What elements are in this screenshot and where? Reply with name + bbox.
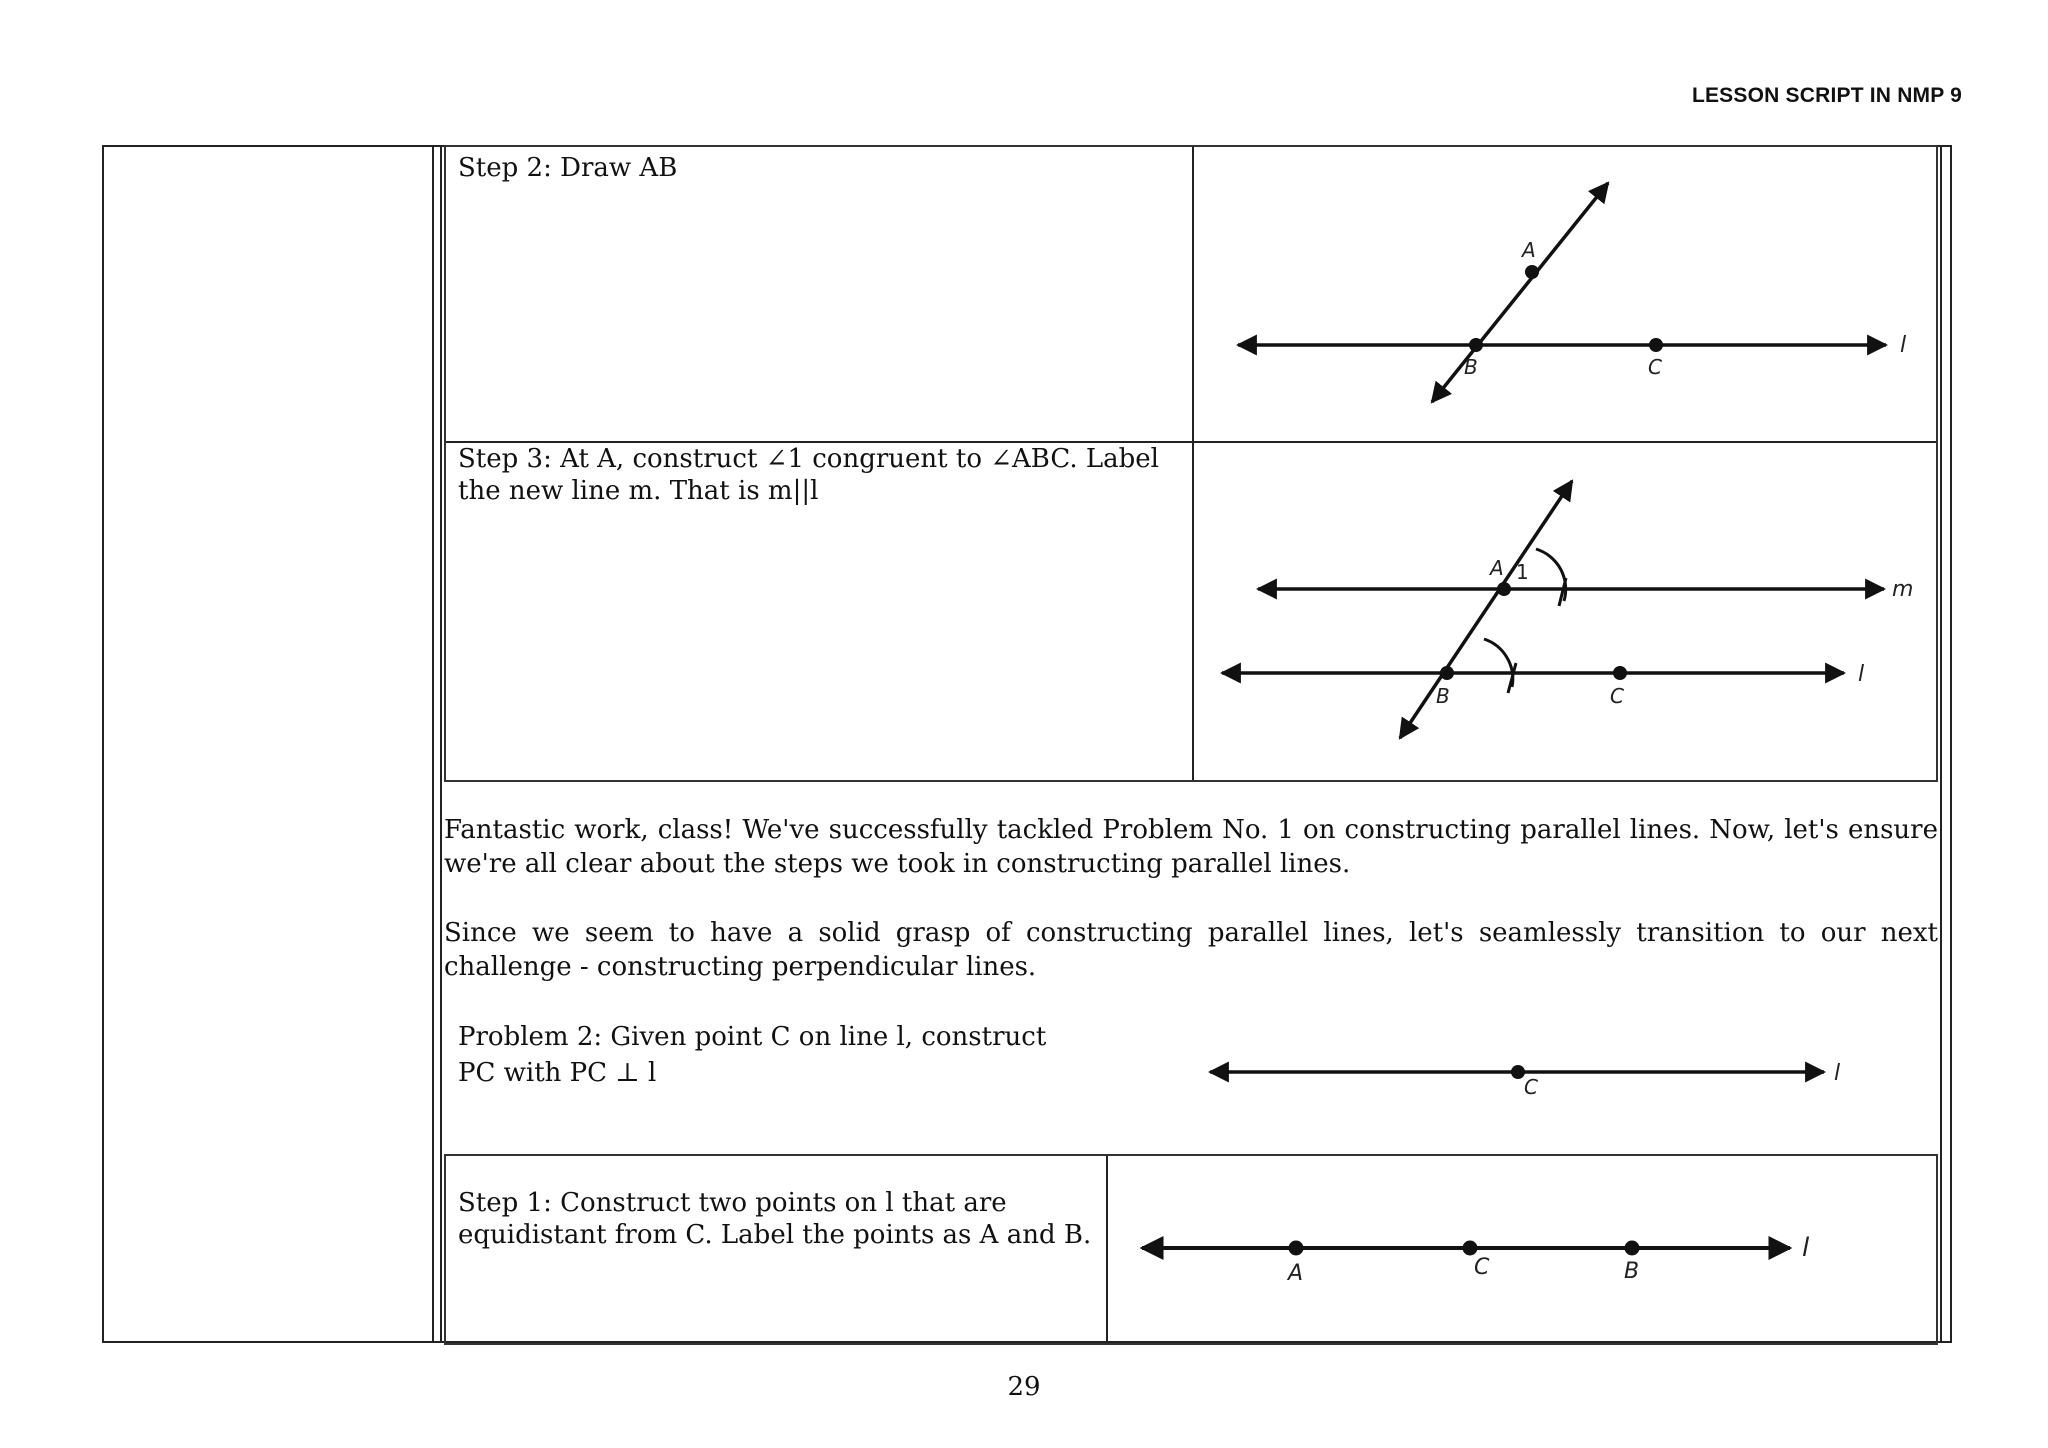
point-a	[1497, 582, 1511, 596]
step-3-figure	[1192, 441, 1936, 780]
label-l: l	[1858, 662, 1865, 687]
point-c	[1463, 1241, 1478, 1256]
label-a: A	[1288, 1261, 1304, 1286]
step-3-line-1: Step 3: At A, construct ∠1 congruent to ∠ABC. Label	[458, 444, 1159, 474]
point-c	[1649, 338, 1663, 352]
problem-2-text	[458, 1019, 1178, 1091]
perp-step-1-line-1: Step 1: Construct two points on l that are	[458, 1188, 1007, 1218]
problem-2-line-1: Problem 2: Given point C on line l, construct	[458, 1022, 1047, 1052]
paragraph-2: Since we seem to have a solid grasp of constructing parallel lines, let's seamlessly transition to our next challenge - constructing perpendicular lines.	[444, 918, 1938, 982]
step-2-label: Step 2: Draw AB	[458, 153, 678, 183]
label-c: C	[1648, 355, 1662, 379]
perp-step-1-figure	[1108, 1220, 1928, 1300]
step-3-line-2: the new line m. That is m||l	[458, 476, 819, 506]
arc-angle-abc	[1484, 639, 1513, 687]
label-a: A	[1522, 238, 1536, 262]
point-a	[1525, 265, 1539, 279]
label-l: l	[1900, 333, 1907, 358]
point-b	[1440, 666, 1454, 680]
perp-step-1-text	[458, 1187, 1098, 1251]
transversal	[1400, 481, 1572, 738]
label-c: C	[1474, 1255, 1490, 1280]
step-2-figure	[1192, 147, 1936, 440]
point-c	[1613, 666, 1627, 680]
column-divider	[1940, 147, 1942, 1341]
point-a	[1289, 1241, 1304, 1256]
problem-2-figure	[1192, 1040, 1936, 1100]
step-2-text	[458, 152, 1178, 184]
point-c	[1511, 1065, 1525, 1079]
label-a: A	[1490, 556, 1504, 580]
label-c: C	[1524, 1075, 1538, 1099]
perp-step-1-line-2: equidistant from C. Label the points as A and B.	[458, 1220, 1092, 1250]
point-b	[1469, 338, 1483, 352]
page-number: 29	[1007, 1372, 1041, 1402]
label-b: B	[1436, 684, 1450, 708]
document-header: LESSON SCRIPT IN NMP 9	[1691, 84, 1962, 107]
step-3-text	[458, 443, 1178, 507]
paragraph-1: Fantastic work, class! We've successfully tackled Problem No. 1 on constructing parallel lines. Now, let's ensure we're all clear about the steps we took in constructing parallel lines.	[444, 815, 1938, 879]
label-l: l	[1834, 1061, 1841, 1086]
label-c: C	[1610, 684, 1624, 708]
line-ab	[1432, 183, 1608, 402]
label-l: l	[1802, 1233, 1810, 1263]
column-divider	[440, 147, 442, 1341]
label-angle-1: 1	[1516, 560, 1529, 584]
label-m: m	[1892, 577, 1914, 602]
column-divider	[432, 147, 434, 1341]
problem-2-line-2: PC with PC ⊥ l	[458, 1058, 657, 1088]
point-b	[1625, 1241, 1640, 1256]
label-b: B	[1464, 355, 1478, 379]
label-b: B	[1624, 1259, 1640, 1284]
